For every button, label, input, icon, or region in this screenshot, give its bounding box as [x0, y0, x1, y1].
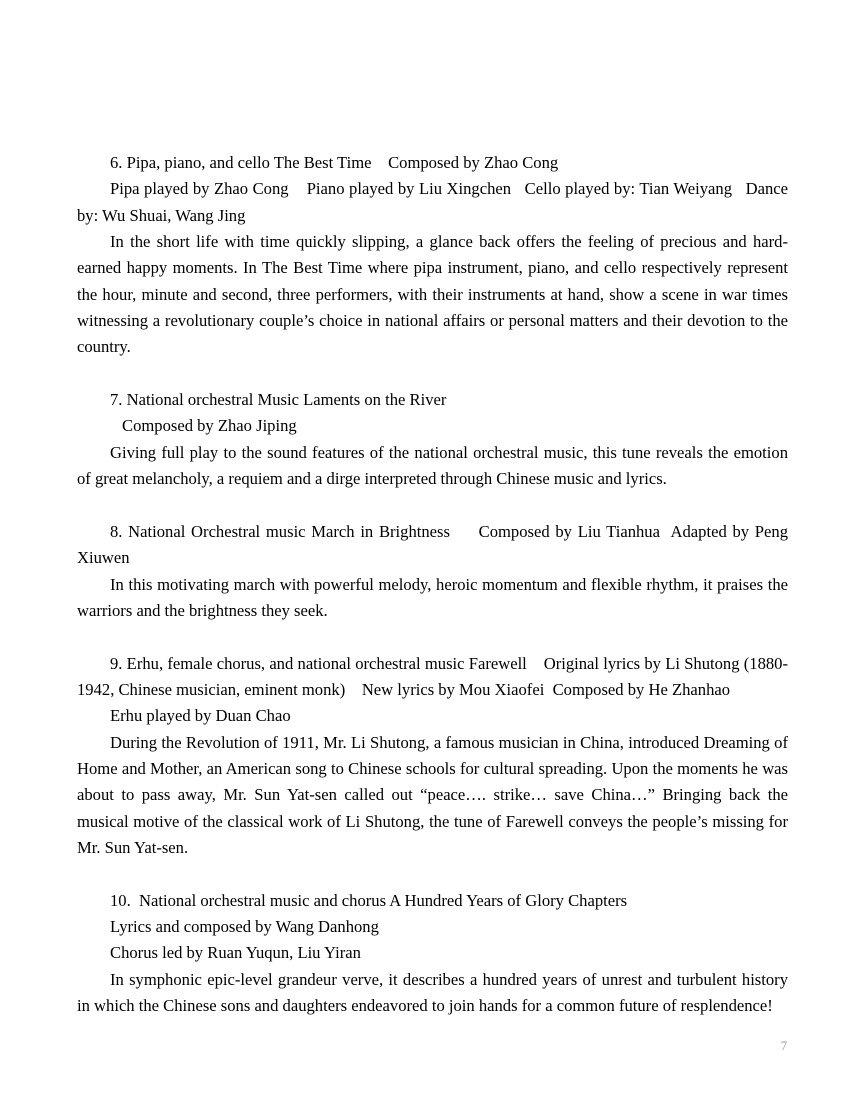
program-item-6	[77, 150, 793, 361]
section-gap	[77, 861, 788, 887]
paragraph: Pipa played by Zhao Cong Piano played by Liu Xingchen Cello played by: Tian Weiyang Dance by: Wu Shuai, Wang Jing	[77, 179, 793, 225]
paragraph: In symphonic epic-level grandeur verve, it describes a hundred years of unrest and turbulent history in which the Chinese sons and daughters endeavored to join hands for a common future of resplendence!	[77, 969, 793, 1015]
paragraph: 8. National Orchestral music March in Brightness Composed by Liu Tianhua Adapted by Peng Xiuwen	[77, 521, 793, 568]
paragraph: In this motivating march with powerful melody, heroic momentum and flexible rhythm, it praises the warriors and the brightness they seek.	[77, 574, 793, 620]
paragraph: In the short life with time quickly slipping, a glance back offers the feeling of precious and hard-earned happy moments. In The Best Time where pipa instrument, piano, and cello respectively represent the hour, minute and second, three performers, with their instruments at hand, show a scene in war times witnessing a revolutionary couple’s choice in national affairs or personal matters and their devotion to the country.	[77, 232, 793, 357]
paragraph: Giving full play to the sound features of the national orchestral music, this tune reveals the emotion of great melancholy, a requiem and a dirge interpreted through Chinese music and lyrics.	[77, 442, 793, 489]
paragraph: During the Revolution of 1911, Mr. Li Shutong, a famous musician in China, introduced Dreaming of Home and Mother, an American song to Chinese schools for cultural spreading. Upon the moments he was about to pass away, Mr. Sun Yat-sen called out “peace…. strike… save China…” Bringing back the musical motive of the classical work of Li Shutong, the tune of Farewell conveys the people’s missing for Mr. Sun Yat-sen.	[77, 732, 793, 857]
paragraph: Lyrics and composed by Wang Danhong	[110, 916, 379, 936]
paragraph: Composed by Zhao Jiping	[122, 416, 297, 436]
paragraph: 6. Pipa, piano, and cello The Best Time Composed by Zhao Cong	[110, 153, 559, 172]
paragraph: Erhu played by Duan Chao	[110, 706, 291, 726]
program-item-9	[77, 651, 793, 862]
section-gap	[77, 361, 788, 387]
program-item-8	[77, 519, 793, 624]
document-content	[77, 150, 793, 1019]
paragraph: 10. National orchestral music and chorus A Hundred Years of Glory Chapters	[110, 890, 628, 910]
section-gap	[77, 624, 788, 650]
paragraph: Chorus led by Ruan Yuqun, Liu Yiran	[110, 943, 361, 963]
program-item-10	[77, 888, 793, 1020]
section-gap	[77, 492, 788, 518]
paragraph: 9. Erhu, female chorus, and national orchestral music Farewell Original lyrics by Li Shutong (1880-1942, Chinese musician, eminent monk) New lyrics by Mou Xiaofei Composed by He Zhanhao	[77, 653, 788, 699]
page-number: 7	[780, 1038, 788, 1053]
paragraph: 7. National orchestral Music Laments on the River	[110, 390, 447, 410]
program-item-7	[77, 387, 793, 492]
